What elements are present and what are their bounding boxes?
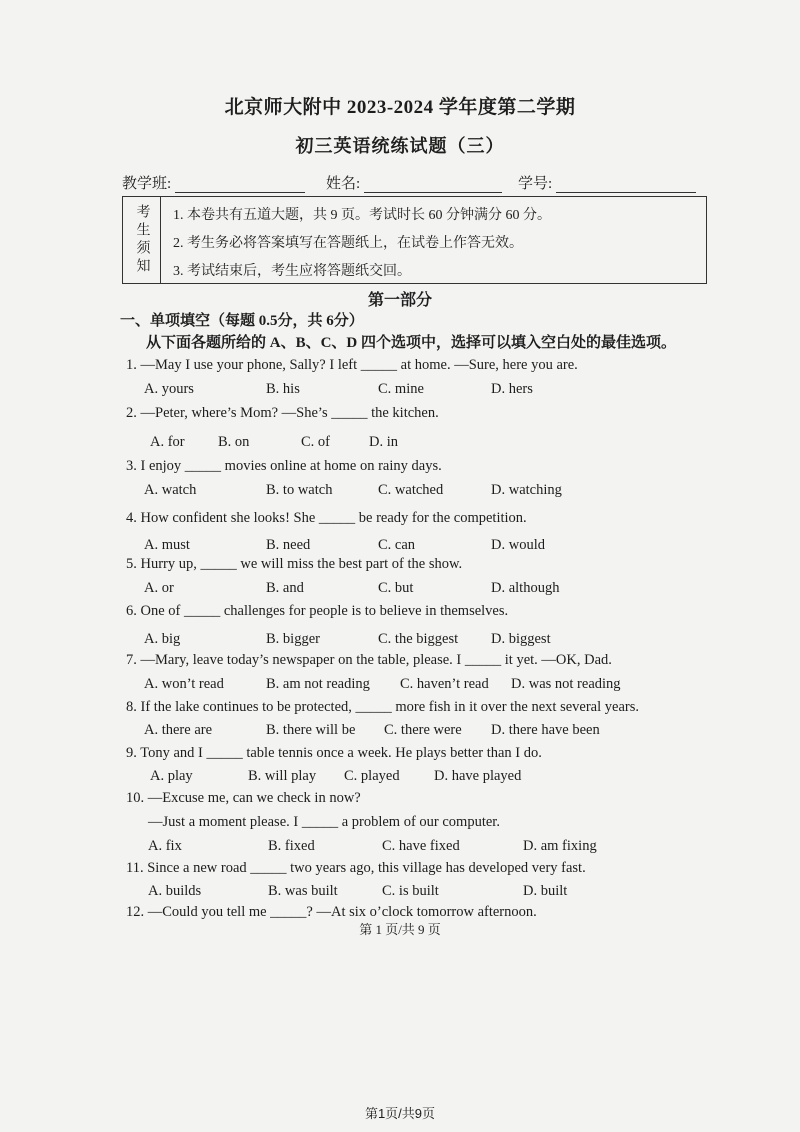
q9-option-c: C. played <box>344 768 400 784</box>
q7-option-c: C. haven’t read <box>400 676 489 692</box>
section-instruction: 从下面各题所给的 A、B、C、D 四个选项中，选择可以填入空白处的最佳选项。 <box>146 335 677 351</box>
question-8: 8. If the lake continues to be protected, _____ more fish in it over the next several years. <box>126 699 639 715</box>
question-6: 6. One of _____ challenges for people is to believe in themselves. <box>126 603 509 619</box>
q6-option-d: D. biggest <box>491 631 551 647</box>
exam-subtitle: 初三英语统练试题（三） <box>295 136 505 156</box>
notice-side-label: 考生须知 <box>134 204 150 276</box>
question-12: 12. —Could you tell me _____? —At six o’clock tomorrow afternoon. <box>126 904 537 920</box>
notice-item-3: 3. 考试结束后，考生应将答题纸交回。 <box>173 264 411 279</box>
q6-option-c: C. the biggest <box>378 631 459 647</box>
q11-option-c: C. is built <box>382 883 439 899</box>
question-5: 5. Hurry up, _____ we will miss the best part of the show. <box>126 556 463 572</box>
question-7: 7. —Mary, leave today’s newspaper on the table, please. I _____ it yet. —OK, Dad. <box>126 652 612 668</box>
q2-option-c: C. of <box>301 434 330 450</box>
q3-option-b: B. to watch <box>266 482 333 498</box>
q10-option-a: A. fix <box>148 838 182 854</box>
q11-option-a: A. builds <box>148 883 202 899</box>
q3-option-a: A. watch <box>144 482 197 498</box>
q1-option-d: D. hers <box>491 381 533 397</box>
q9-option-a: A. play <box>150 768 193 784</box>
id-field <box>518 172 696 193</box>
q1-option-c: C. mine <box>378 381 424 397</box>
q7-option-a: A. won’t read <box>144 676 224 692</box>
q3-option-d: D. watching <box>491 482 562 498</box>
name-field <box>326 172 502 193</box>
q10-option-d: D. am fixing <box>523 838 597 854</box>
q1-option-b: B. his <box>266 381 300 397</box>
section-title: 一、单项填空（每题 0.5分，共 6分） <box>120 313 364 329</box>
q2-option-b: B. on <box>218 434 250 450</box>
class-blank <box>175 178 305 193</box>
exam-title: 北京师大附中 2023-2024 学年度第二学期 <box>224 97 576 118</box>
q5-option-c: C. but <box>378 580 414 596</box>
q6-option-a: A. big <box>144 631 181 647</box>
q8-option-d: D. there have been <box>491 722 600 738</box>
class-label: 教学班: <box>122 176 172 192</box>
question-3: 3. I enjoy _____ movies online at home on rainy days. <box>126 458 442 474</box>
q5-option-d: D. although <box>491 580 560 596</box>
name-blank <box>364 178 502 193</box>
q5-option-a: A. or <box>144 580 174 596</box>
question-9: 9. Tony and I _____ table tennis once a week. He plays better than I do. <box>126 745 542 761</box>
q3-option-c: C. watched <box>378 482 444 498</box>
notice-item-1: 1. 本卷共有五道大题，共 9 页。考试时长 60 分钟满分 60 分。 <box>173 208 551 223</box>
q10-option-b: B. fixed <box>268 838 315 854</box>
question-2: 2. —Peter, where’s Mom? —She’s _____ the kitchen. <box>126 405 439 421</box>
q5-option-b: B. and <box>266 580 304 596</box>
q8-option-a: A. there are <box>144 722 213 738</box>
q8-option-c: C. there were <box>384 722 462 738</box>
q1-option-a: A. yours <box>144 381 194 397</box>
q2-option-d: D. in <box>369 434 398 450</box>
question-10-reply: —Just a moment please. I _____ a problem of our computer. <box>148 814 500 830</box>
q11-option-d: D. built <box>523 883 568 899</box>
question-11: 11. Since a new road _____ two years ago, this village has developed very fast. <box>126 860 586 876</box>
part-title: 第一部分 <box>367 292 432 309</box>
class-field <box>122 172 305 193</box>
q7-option-d: D. was not reading <box>511 676 621 692</box>
q6-option-b: B. bigger <box>266 631 320 647</box>
name-label: 姓名: <box>326 176 361 192</box>
question-4: 4. How confident she looks! She _____ be ready for the competition. <box>126 510 527 526</box>
page-number-outer: 第1页/共9页 <box>364 1106 436 1121</box>
q8-option-b: B. there will be <box>266 722 356 738</box>
q7-option-b: B. am not reading <box>266 676 370 692</box>
q9-option-b: B. will play <box>248 768 317 784</box>
q9-option-d: D. have played <box>434 768 522 784</box>
notice-item-2: 2. 考生务必将答案填写在答题纸上，在试卷上作答无效。 <box>173 236 523 251</box>
id-blank <box>556 178 696 193</box>
q4-option-b: B. need <box>266 537 311 553</box>
notice-side <box>123 197 161 283</box>
q2-option-a: A. for <box>150 434 185 450</box>
question-1: 1. —May I use your phone, Sally? I left _____ at home. —Sure, here you are. <box>126 357 578 373</box>
page-number-inner: 第 1 页/共 9 页 <box>359 922 441 937</box>
q4-option-a: A. must <box>144 537 190 553</box>
notice-box <box>122 196 707 284</box>
q4-option-d: D. would <box>491 537 545 553</box>
question-10: 10. —Excuse me, can we check in now? <box>126 790 361 806</box>
q10-option-c: C. have fixed <box>382 838 460 854</box>
id-label: 学号: <box>518 176 553 192</box>
q11-option-b: B. was built <box>268 883 338 899</box>
q4-option-c: C. can <box>378 537 416 553</box>
